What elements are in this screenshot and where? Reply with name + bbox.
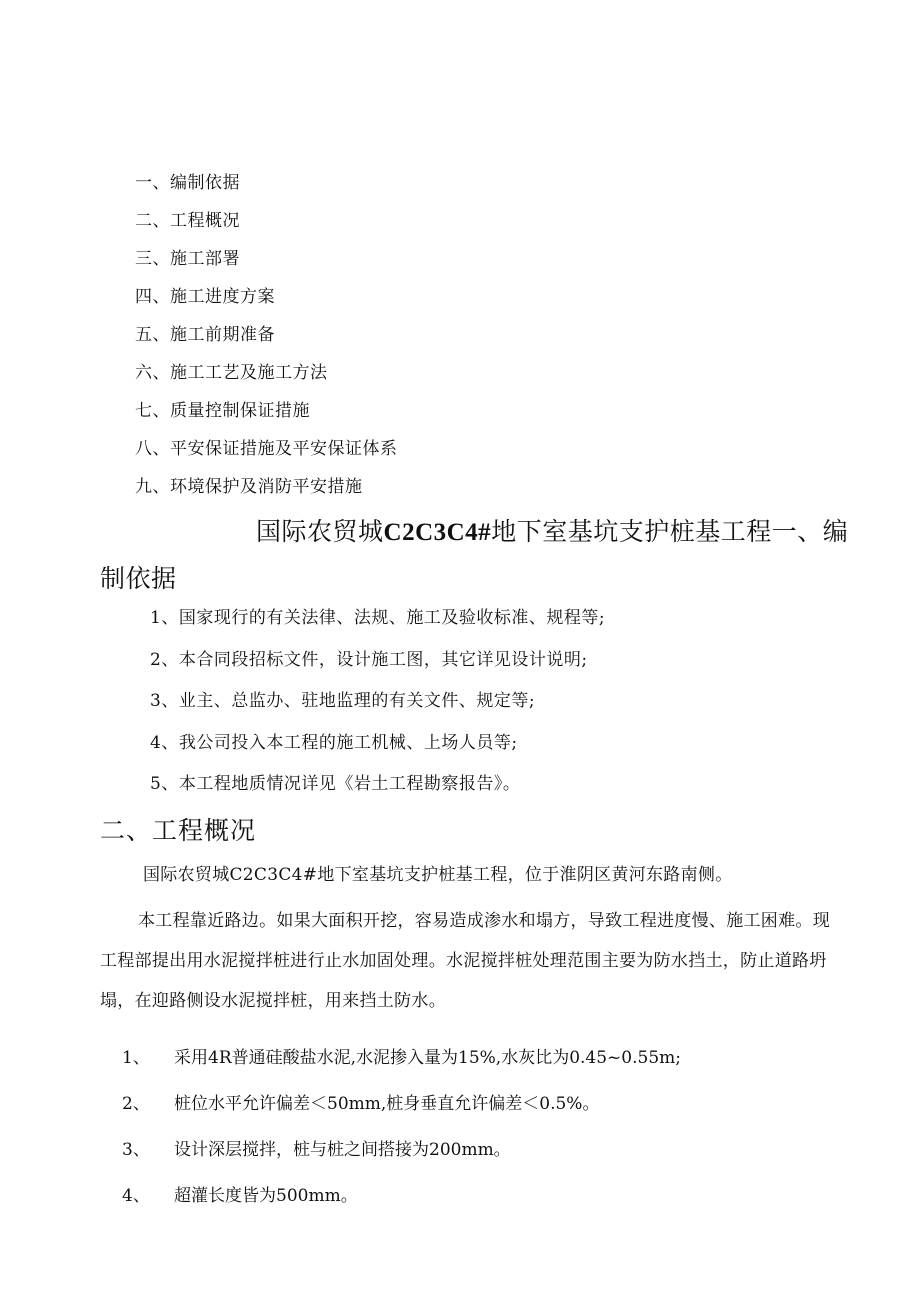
basis-item: 4、我公司投入本工程的施工机械、上场人员等; xyxy=(150,732,518,753)
document-title xyxy=(100,509,860,602)
spec-number: 2、 xyxy=(122,1094,150,1114)
basis-item: 3、业主、总监办、驻地监理的有关文件、规定等; xyxy=(150,691,536,711)
spec-item xyxy=(122,1182,681,1228)
toc-item: 五、施工前期准备 xyxy=(135,325,275,345)
toc-item: 六、施工工艺及施工方法 xyxy=(135,363,328,383)
spec-text: 设计深层搅拌，桩与桩之间搭接为200mm。 xyxy=(174,1140,511,1160)
spec-item xyxy=(122,1044,681,1090)
toc-item: 九、环境保护及消防平安措施 xyxy=(135,477,363,497)
section-heading-overview: 二、工程概况 xyxy=(100,816,257,845)
spec-number: 4、 xyxy=(122,1186,150,1206)
spec-text: 超灌长度皆为500mm。 xyxy=(174,1186,358,1206)
spec-text: 采用4R普通硅酸盐水泥,水泥掺入量为15%,水灰比为0.45~0.55m; xyxy=(174,1048,682,1068)
toc-item: 八、平安保证措施及平安保证体系 xyxy=(135,439,398,459)
title-code: C2C3C4# xyxy=(383,519,492,546)
basis-item: 5、本工程地质情况详见《岩土工程勘察报告》。 xyxy=(150,774,521,794)
title-prefix: 国际农贸城 xyxy=(256,517,384,546)
spec-item xyxy=(122,1090,681,1136)
description-paragraph: 本工程靠近路边。如果大面积开挖，容易造成渗水和塌方，导致工程进度慢、施工困难。现工程部提出用水泥搅拌桩进行止水加固处理。水泥搅拌桩处理范围主要为防水挡土，防止道路坍塌，在迎路侧设水泥搅拌桩，用来挡土防水。 xyxy=(100,911,830,1011)
basis-list xyxy=(150,604,605,812)
spec-number: 1、 xyxy=(122,1048,150,1068)
title-suffix: 地下室基坑支护桩基工程一、编制依据 xyxy=(100,517,849,593)
toc-item: 一、编制依据 xyxy=(135,173,240,193)
table-of-contents xyxy=(135,170,398,512)
basis-item: 2、本合同段招标文件，设计施工图，其它详见设计说明; xyxy=(150,649,588,670)
spec-item xyxy=(122,1136,681,1182)
toc-item: 四、施工进度方案 xyxy=(135,287,275,307)
spec-text: 桩位水平允许偏差＜50mm,桩身垂直允许偏差＜0.5%。 xyxy=(174,1094,600,1114)
basis-item: 1、国家现行的有关法律、法规、施工及验收标准、规程等; xyxy=(150,608,606,628)
toc-item: 七、质量控制保证措施 xyxy=(135,401,310,421)
toc-item: 三、施工部署 xyxy=(135,249,240,269)
overview-paragraph: 国际农贸城C2C3C4#地下室基坑支护桩基工程，位于淮阴区黄河东路南侧。 xyxy=(143,865,733,885)
spec-list xyxy=(122,1044,681,1228)
toc-item: 二、工程概况 xyxy=(135,211,240,231)
spec-number: 3、 xyxy=(122,1140,150,1160)
